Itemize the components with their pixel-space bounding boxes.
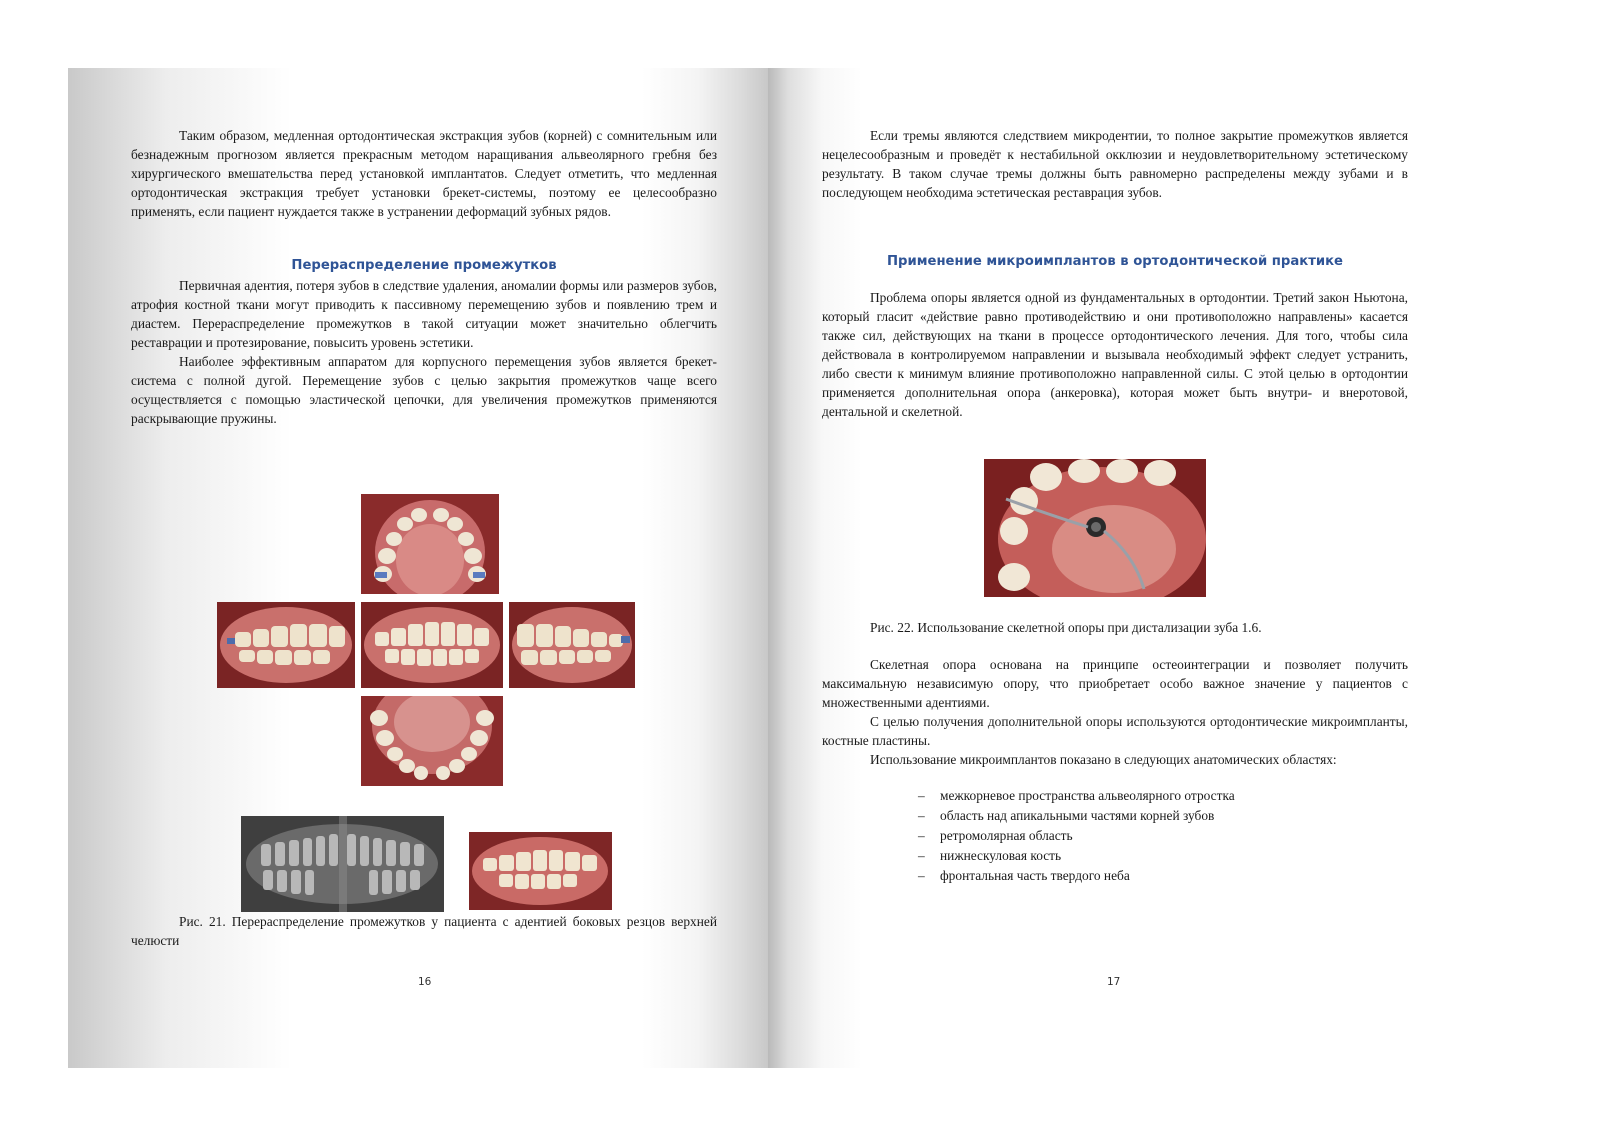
dash-marker: – xyxy=(918,848,925,863)
list-item-text: фронтальная часть твердого неба xyxy=(940,868,1130,883)
left-section-heading: Перераспределение промежутков xyxy=(291,258,557,273)
right-paragraph-1: Если тремы являются следствием микродентии, то полное закрытие промежутков является нецелесообразным и проведёт к нестабильной окклюзии и неудовлетворительному эстетическому результату. В таком случае тремы должны быть равномерно распределены между зубами и в последующем необходима эстетическая реставрация зубов. xyxy=(822,128,1408,200)
dash-marker: – xyxy=(918,788,925,803)
figure-22-caption: Рис. 22. Использование скелетной опоры при дистализации зуба 1.6. xyxy=(870,620,1262,635)
list-item-text: область над апикальными частями корней зубов xyxy=(940,808,1215,823)
dash-marker: – xyxy=(918,868,925,883)
frontal-photo xyxy=(361,602,503,688)
left-page xyxy=(68,68,768,1068)
list-item-text: межкорневое пространства альвеолярного отростка xyxy=(940,788,1235,803)
left-paragraph-1: Таким образом, медленная ортодонтическая экстракция зубов (корней) с сомнительным или безнадежным прогнозом является прекрасным методом наращивания альвеолярного гребня без хирургического вмешательства перед установкой имплантатов. Следует отметить, что медленная ортодонтическая экстракция требует установки брекет-системы, поэтому ее целесообразно применять, если пациент нуждается также в устранении деформаций зубных рядов. xyxy=(131,128,717,219)
left-buccal-photo xyxy=(509,602,635,688)
right-paragraph-2: Проблема опоры является одной из фундаментальных в ортодонтии. Третий закон Ньютона, который гласит «действие равно противодействию и они противоположно направлены» касается также сил, действующих на ткани в процессе ортодонтического лечения. Для того, чтобы сила действовала в контролируемом направлении и вызывала необходимый эффект следует устранить, либо свести к минимум влияние противоположно направленной силы. С этой целью в ортодонтии применяется дополнительная опора (анкеровка), которая может быть внутри- и внеротовой, дентальной и скелетной. xyxy=(822,290,1408,419)
lower-occlusal-photo xyxy=(361,696,503,786)
right-buccal-photo xyxy=(217,602,355,688)
right-paragraph-2-block xyxy=(822,288,1408,421)
figure-22-caption-block xyxy=(822,618,1408,637)
left-paragraph-3: Наиболее эффективным аппаратом для корпусного перемещения зубов является брекет-система с полной дугой. Перемещение зубов с целью закрытия промежутков чаще всего осуществляется с помощью эластической цепочки, для увеличения промежутков применяются раскрывающие пружины. xyxy=(131,354,717,426)
left-page-number: 16 xyxy=(418,976,432,988)
panoramic-xray xyxy=(241,816,444,912)
right-page-number: 17 xyxy=(1107,976,1121,988)
right-paragraphs-block xyxy=(822,655,1408,769)
list-item xyxy=(918,866,1408,886)
list-item-text: ретромолярная область xyxy=(940,828,1073,843)
upper-occlusal-photo xyxy=(361,494,499,594)
dash-marker: – xyxy=(918,828,925,843)
right-paragraph-4: С целью получения дополнительной опоры используются ортодонтические микроимпланты, костные пластины. xyxy=(822,714,1408,748)
list-item-text: нижнескуловая кость xyxy=(940,848,1062,863)
book-spread xyxy=(68,68,1440,1068)
right-paragraph-1-block xyxy=(822,126,1408,202)
figure-21-caption: Рис. 21. Перераспределение промежутков у пациента с адентией боковых резцов верхней челюсти xyxy=(131,914,717,948)
list-item xyxy=(918,786,1408,806)
left-paragraph-1-block xyxy=(131,126,717,221)
dash-marker: – xyxy=(918,808,925,823)
list-item xyxy=(918,806,1408,826)
figure-21-caption-block xyxy=(131,912,717,950)
microimplant-photo xyxy=(984,459,1206,597)
right-paragraph-5: Использование микроимплантов показано в следующих анатомических областях: xyxy=(870,752,1337,767)
list-item xyxy=(918,846,1408,866)
after-treatment-photo xyxy=(469,832,612,910)
left-paragraph-2: Первичная адентия, потеря зубов в следствие удаления, аномалии формы или размеров зубов, атрофия костной ткани могут приводить к пассивному перемещению зубов и появлению трем и диастем. Перераспределение промежутков в такой ситуации может значительно облегчить реставрации и протезирование, повысить уровень эстетики. xyxy=(131,278,717,350)
right-section-heading: Применение микроимплантов в ортодонтической практике xyxy=(887,254,1343,269)
left-paragraphs-block xyxy=(131,276,717,428)
right-page xyxy=(768,68,1440,1068)
right-paragraph-3: Скелетная опора основана на принципе остеоинтеграции и позволяет получить максимальную независимую опору, что приобретает особо важное значение у пациентов с множественными адентиями. xyxy=(822,657,1408,710)
list-item xyxy=(918,826,1408,846)
indications-list xyxy=(918,786,1408,886)
